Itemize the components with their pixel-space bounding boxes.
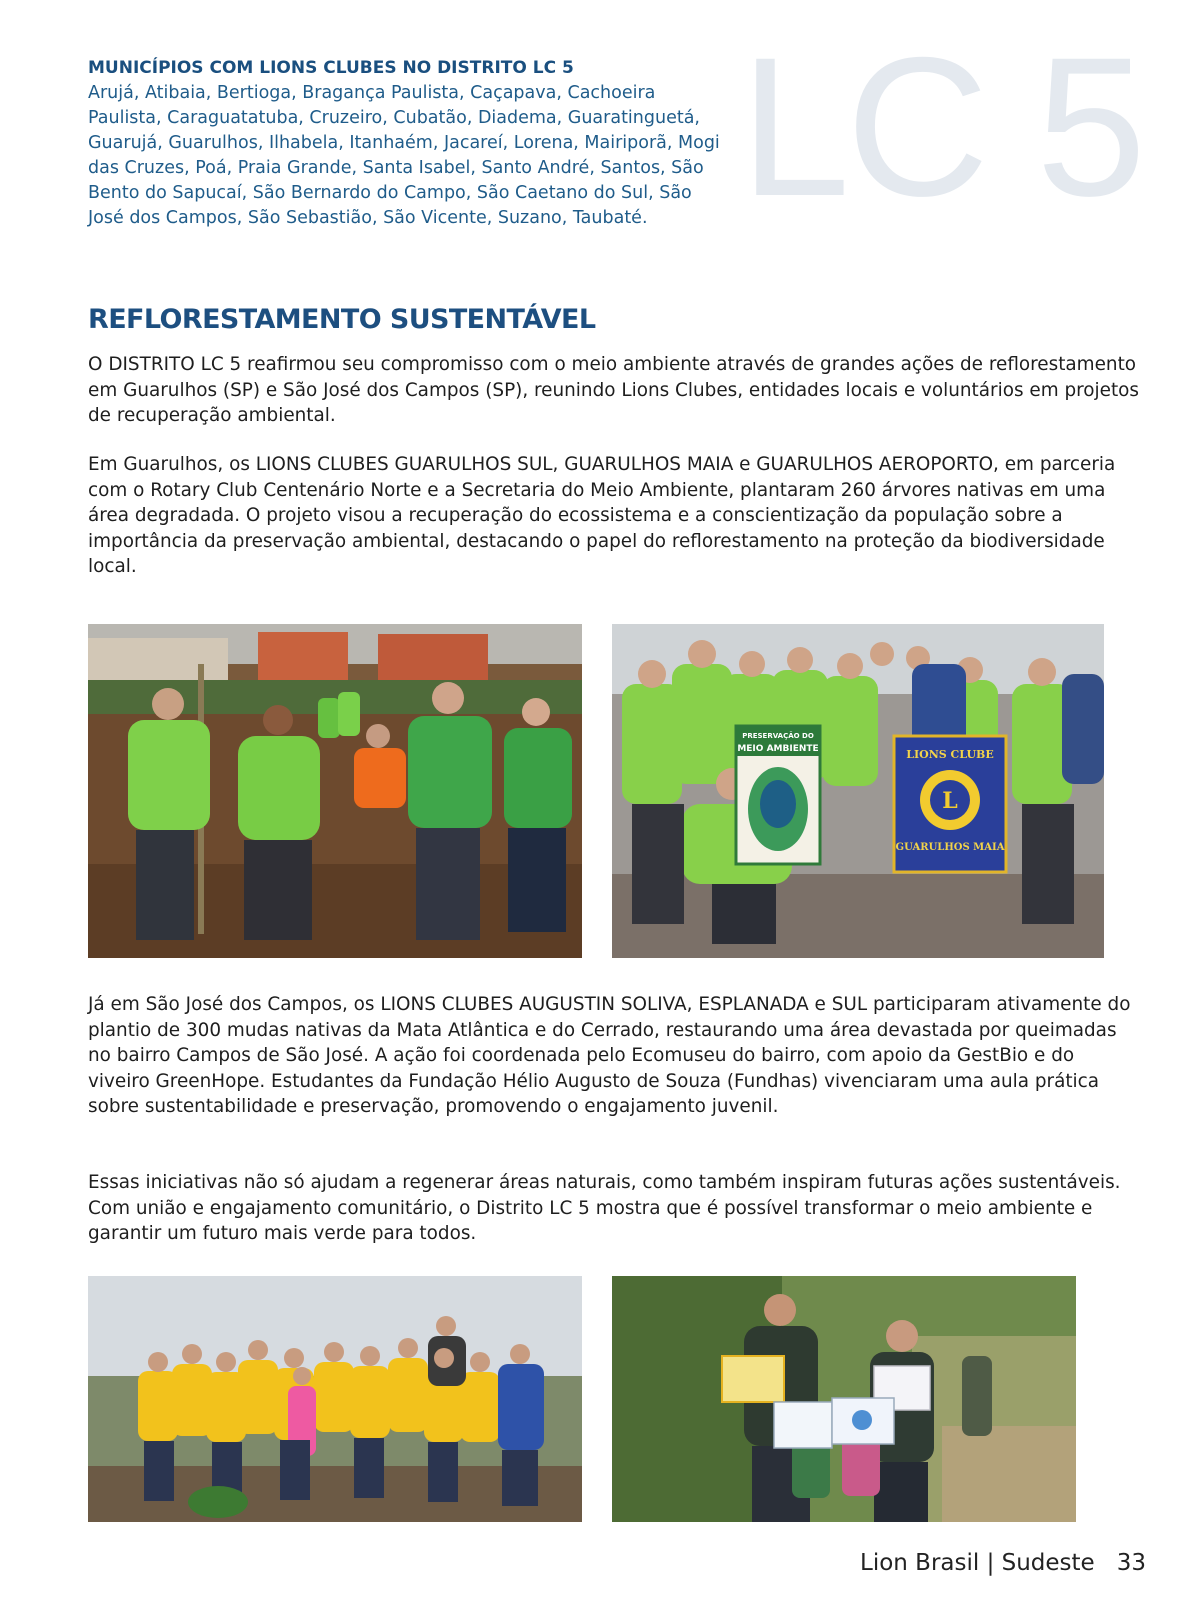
photo-guarulhos-group-banners (612, 624, 1104, 958)
publication-name: Lion Brasil | Sudeste (860, 1550, 1095, 1576)
photo-sao-jose-group (88, 1276, 582, 1522)
municipalities-title: MUNICÍPIOS COM LIONS CLUBES NO DISTRITO LC 5 (88, 58, 574, 78)
district-watermark: LC 5 (740, 16, 1143, 237)
paragraph-intro: O DISTRITO LC 5 reafirmou seu compromisso com o meio ambiente através de grandes ações de reflorestamento em Guarulhos (SP) e São José dos Campos (SP), reunindo Lions Clubes, entidades locais e voluntários em projetos de recuperação ambiental. (88, 354, 1140, 426)
section-title: REFLORESTAMENTO SUSTENTÁVEL (88, 304, 596, 335)
paragraph-sao-jose: Já em São José dos Campos, os LIONS CLUBES AUGUSTIN SOLIVA, ESPLANADA e SUL participaram ativamente do plantio de 300 mudas nativas da Mata Atlântica e do Cerrado, restaurando uma área devastada por queimadas no bairro Campos de São José. A ação foi coordenada pelo Ecomuseu do bairro, com apoio da GestBio e do viveiro GreenHope. Estudantes da Fundação Hélio Augusto de Souza (Fundhas) vivenciaram uma aula prática sobre sustentabilidade e preservação, promovendo o engajamento juvenil. (88, 994, 1131, 1117)
page-number: 33 (1116, 1550, 1146, 1576)
svg-text:L: L (942, 788, 958, 814)
photo-sao-jose-students-drawings (612, 1276, 1076, 1522)
photo-guarulhos-planting (88, 624, 582, 958)
banner-right-line1: LIONS CLUBE (906, 748, 994, 761)
municipalities-list: Arujá, Atibaia, Bertioga, Bragança Paulista, Caçapava, Cachoeira Paulista, Caraguatatuba, Cruzeiro, Cubatão, Diadema, Guaratinguetá, Guarujá, Guarulhos, Ilhabela, Itanhaém, Jacareí, Lorena, Mairiporã, Mogi das Cruzes, Poá, Praia Grande, Santa Isabel, Santo André, Santos, São Bento do Sapucaí, São Bernardo do Campo, São Caetano do Sul, São José dos Campos, São Sebastião, São Vicente, Suzano, Taubaté. (88, 83, 720, 228)
paragraph-guarulhos: Em Guarulhos, os LIONS CLUBES GUARULHOS SUL, GUARULHOS MAIA e GUARULHOS AEROPORTO, em parceria com o Rotary Club Centenário Norte e a Secretaria do Meio Ambiente, plantaram 260 árvores nativas em uma área degradada. O projeto visou a recuperação do ecossistema e a conscientização da população sobre a importância da preservação ambiental, destacando o papel do reflorestamento na proteção da biodiversidade local. (88, 454, 1116, 577)
banner-left-line2: MEIO AMBIENTE (737, 744, 819, 754)
municipalities-block (88, 56, 728, 231)
banner-right-line2: GUARULHOS MAIA (895, 842, 1005, 853)
paragraph-conclusion: Essas iniciativas não só ajudam a regenerar áreas naturais, como também inspiram futuras ações sustentáveis. Com união e engajamento comunitário, o Distrito LC 5 mostra que é possível transformar o meio ambiente e garantir um futuro mais verde para todos. (88, 1172, 1121, 1244)
banner-left-line1: PRESERVAÇÃO DO (742, 732, 814, 740)
page-footer (860, 1550, 1150, 1576)
